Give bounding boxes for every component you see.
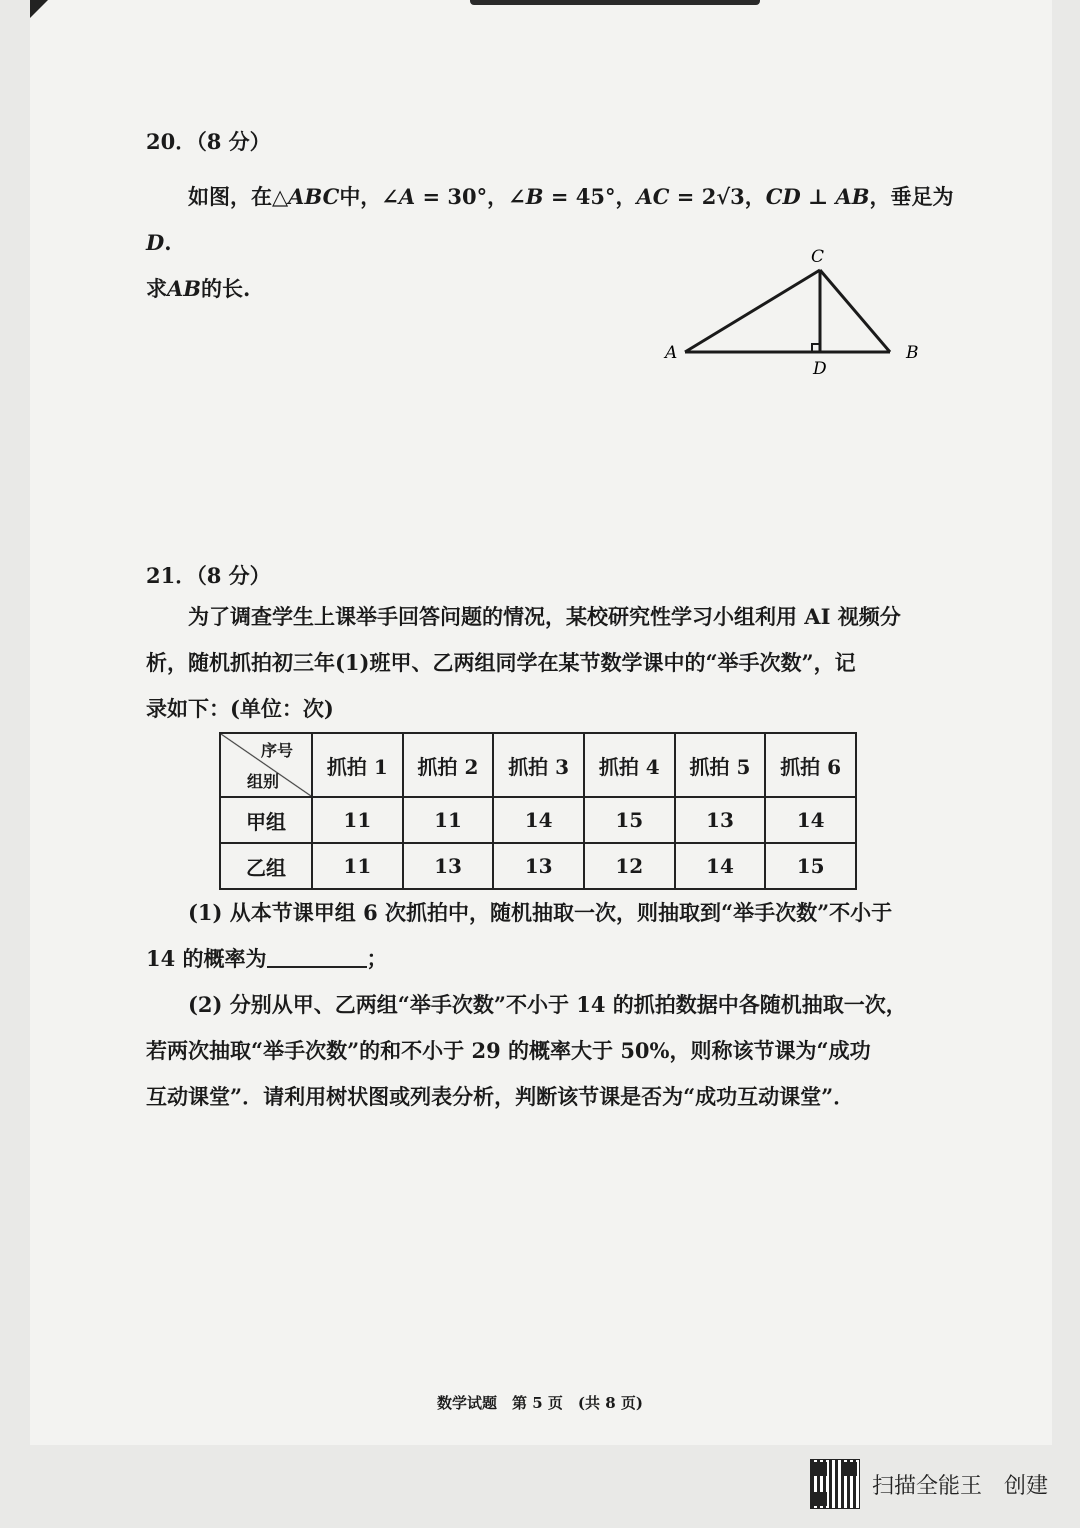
table-cell: 14	[675, 843, 766, 889]
table-cell: 11	[312, 797, 403, 843]
q21-intro-line2: 析，随机抓拍初三年(1)班甲、乙两组同学在某节数学课中的“举手次数”，记	[146, 650, 856, 675]
math-abc: ABC	[288, 184, 340, 209]
math-a: A	[398, 184, 416, 209]
q20-text-seg: 中，∠	[339, 184, 399, 209]
table-cell: 13	[493, 843, 584, 889]
label-d: D	[813, 359, 827, 379]
table-cell: 13	[675, 797, 766, 843]
data-table	[219, 732, 857, 890]
q20-text-seg: .	[164, 230, 172, 255]
triangle-figure	[650, 240, 950, 380]
table-header-row	[220, 733, 856, 797]
table-cell: 11	[403, 797, 494, 843]
column-header: 抓拍 6	[765, 733, 856, 797]
q21-header: 21．（8 分）	[146, 563, 271, 588]
corner-top-label: 序号	[260, 741, 293, 760]
q20-header: 20．（8 分）	[146, 129, 271, 154]
table-cell: 14	[493, 797, 584, 843]
math-d: D	[146, 230, 165, 255]
part1-line1: (1) 从本节课甲组 6 次抓拍中，随机抽取一次，则抽取到“举手次数”不小于	[188, 900, 893, 925]
label-b: B	[906, 343, 919, 363]
scanner-label: 扫描全能王 创建	[872, 1473, 1049, 1499]
column-header: 抓拍 1	[312, 733, 403, 797]
segment-bc	[820, 270, 890, 352]
column-header: 抓拍 2	[403, 733, 494, 797]
math-ac: AC	[636, 184, 670, 209]
math-b: B	[525, 184, 544, 209]
q21-intro-line3: 录如下：(单位：次)	[146, 696, 334, 721]
q21-intro-line1: 为了调查学生上课举手回答问题的情况，某校研究性学习小组利用 AI 视频分	[188, 604, 901, 629]
q20-text-seg: ⊥	[800, 184, 836, 209]
table-corner-cell	[220, 733, 312, 797]
part1-text: 14 的概率为	[146, 946, 267, 971]
scanner-watermark	[810, 1460, 1048, 1508]
table-cell: 11	[312, 843, 403, 889]
q20-text-seg: 求	[146, 276, 167, 301]
q21-parts	[146, 890, 956, 1120]
table-row	[220, 797, 856, 843]
q20-text-seg: = 45°，	[543, 184, 637, 209]
q20-text-seg: 的长.	[201, 276, 251, 301]
table-row	[220, 843, 856, 889]
math-ab: AB	[167, 276, 202, 301]
column-header: 抓拍 3	[493, 733, 584, 797]
q20-text-seg: = 2√3，	[669, 184, 766, 209]
part1-line2	[146, 936, 956, 982]
corner-bottom-label: 组别	[247, 772, 280, 791]
q20-text-seg: 如图，在△	[188, 184, 289, 209]
row-label: 甲组	[220, 797, 312, 843]
column-header: 抓拍 4	[584, 733, 675, 797]
part1-end: ；	[366, 946, 388, 971]
part2-line3: 互动课堂”．请利用树状图或列表分析，判断该节课是否为“成功互动课堂”．	[146, 1084, 855, 1109]
row-label: 乙组	[220, 843, 312, 889]
part2-line1: (2) 分别从甲、乙两组“举手次数”不小于 14 的抓拍数据中各随机抽取一次，	[188, 992, 907, 1017]
table-cell: 14	[765, 797, 856, 843]
table-cell: 12	[584, 843, 675, 889]
q21-intro	[146, 594, 956, 732]
math-ab: AB	[835, 184, 870, 209]
answer-blank[interactable]	[267, 946, 367, 968]
q20-text-seg: ，垂足为	[869, 184, 954, 209]
q20-text-seg: = 30°，∠	[415, 184, 526, 209]
label-c: C	[811, 247, 825, 267]
corner-mark	[30, 0, 48, 18]
label-a: A	[665, 343, 678, 363]
scan-edge-mark	[470, 0, 760, 5]
math-cd: CD	[765, 184, 801, 209]
table-cell: 15	[584, 797, 675, 843]
qr-code-icon	[810, 1459, 860, 1509]
column-header: 抓拍 5	[675, 733, 766, 797]
table-cell: 13	[403, 843, 494, 889]
page-footer: 数学试题 第 5 页 (共 8 页)	[437, 1394, 643, 1412]
part2-line2: 若两次抽取“举手次数”的和不小于 29 的概率大于 50%，则称该节课为“成功	[146, 1038, 871, 1063]
table-cell: 15	[765, 843, 856, 889]
segment-ac	[685, 270, 820, 352]
